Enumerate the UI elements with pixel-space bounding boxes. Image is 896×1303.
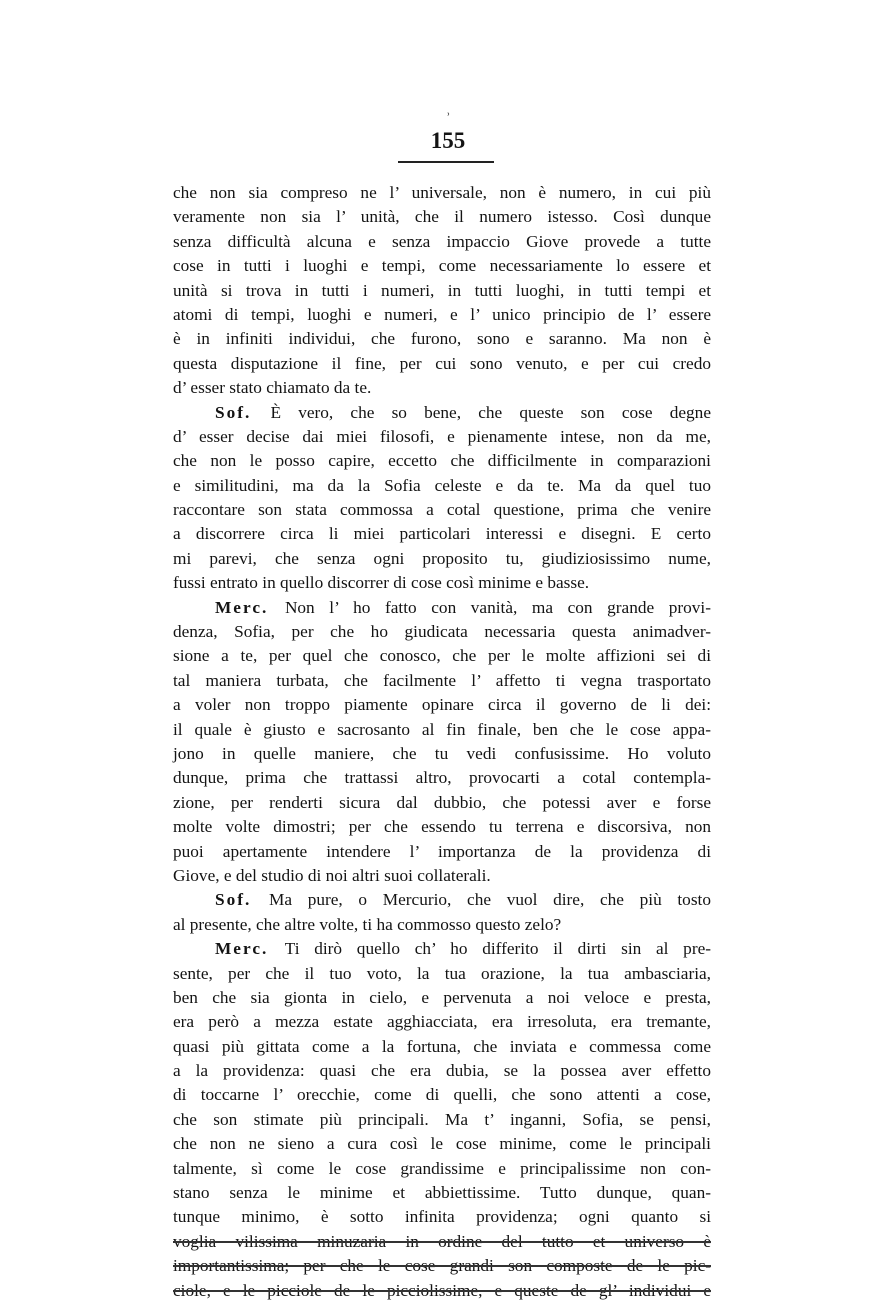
line-text: raccontare son stata commossa a cotal questione, prima che venire — [173, 500, 711, 520]
line-text: zione, per renderti sicura dal dubbio, che potessi aver e forse — [173, 792, 711, 812]
line-text: molte volte dimostri; per che essendo tu terrena e discorsiva, non — [173, 817, 711, 837]
speech-line — [173, 596, 711, 620]
text-line — [173, 327, 711, 351]
text-line — [173, 1279, 711, 1303]
line-text: dunque, prima che trattassi altro, provocarti a cotal contempla- — [173, 768, 711, 788]
line-text: stano senza le minime et abbiettissime. Tutto dunque, quan- — [173, 1183, 711, 1203]
speaker-label: Sof. — [215, 402, 252, 422]
line-text: che son stimate più principali. Ma t’ inganni, Sofia, se pensi, — [173, 1109, 711, 1129]
text-line — [173, 254, 711, 278]
text-line — [173, 620, 711, 644]
text-line — [173, 376, 711, 400]
text-line — [173, 962, 711, 986]
text-line — [173, 1181, 711, 1205]
line-text: che non ne sieno a cura così le cose minime, come le principali — [173, 1134, 711, 1154]
text-line — [173, 230, 711, 254]
line-text: Giove, e del studio di noi altri suoi collaterali. — [173, 865, 491, 885]
line-text: È vero, che so bene, che queste son cose degne — [270, 402, 711, 422]
line-text: sente, per che il tuo voto, la tua orazione, la tua ambasciaria, — [173, 963, 711, 983]
text-line — [173, 279, 711, 303]
text-line — [173, 669, 711, 693]
body-text — [173, 181, 711, 1303]
speech-line — [173, 401, 711, 425]
line-text: che non le posso capire, eccetto che difficilmente in comparazioni — [173, 451, 711, 471]
text-line — [173, 1108, 711, 1132]
line-text: a discorrere circa li miei particolari interessi e disegni. E certo — [173, 524, 711, 544]
text-line — [173, 449, 711, 473]
text-line — [173, 1132, 711, 1156]
line-text: Non l’ ho fatto con vanità, ma con grande provi- — [284, 597, 711, 617]
line-text: al presente, che altre volte, ti ha commosso questo zelo? — [173, 914, 562, 934]
line-text: puoi apertamente intendere l’ importanza de la providenza di — [173, 841, 711, 861]
text-line — [173, 718, 711, 742]
line-text: atomi di tempi, luoghi e numeri, e l’ unico principio de l’ essere — [173, 304, 711, 324]
text-line — [173, 205, 711, 229]
text-line — [173, 1230, 711, 1254]
text-line — [173, 815, 711, 839]
text-line — [173, 1254, 711, 1278]
speech-line — [173, 888, 711, 912]
line-text: jono in quelle maniere, che tu vedi confusissime. Ho voluto — [173, 743, 711, 763]
text-line — [173, 840, 711, 864]
line-text: di toccarne l’ orecchie, come di quelli, che sono attenti a cose, — [173, 1085, 711, 1105]
line-text: era però a mezza estate agghiacciata, era irresoluta, era tremante, — [173, 1012, 711, 1032]
line-text: a la providenza: quasi che era dubia, se la possea aver effetto — [173, 1061, 711, 1081]
line-text: ben che sia gionta in cielo, e pervenuta a noi veloce e presta, — [173, 987, 711, 1007]
text-line — [173, 864, 711, 888]
text-line — [173, 547, 711, 571]
line-text: d’ esser decise dai miei filosofi, e pienamente intese, non da me, — [173, 426, 711, 446]
line-text: senza difficultà alcuna e senza impaccio Giove provede a tutte — [173, 231, 711, 251]
speaker-label: Sof. — [215, 890, 252, 910]
line-text: mi parevi, che senza ogni proposito tu, giudiziosissimo nume, — [173, 548, 711, 568]
header-rule — [398, 161, 494, 163]
text-line — [173, 1010, 711, 1034]
text-line — [173, 766, 711, 790]
line-text: sione a te, per quel che conosco, che per le molte affizioni sei di — [173, 646, 711, 666]
line-text: questa disputazione il fine, per cui sono venuto, e per cui credo — [173, 353, 711, 373]
text-line — [173, 498, 711, 522]
line-text: a voler non troppo piamente opinare circa il governo de li dei: — [173, 695, 711, 715]
text-line — [173, 571, 711, 595]
text-line — [173, 742, 711, 766]
line-text: è in infiniti individui, che furono, sono e saranno. Ma non è — [173, 329, 711, 349]
text-line — [173, 352, 711, 376]
line-text: talmente, sì come le cose grandissime e principalissime non con- — [173, 1158, 711, 1178]
speaker-label: Merc. — [215, 597, 269, 617]
text-line — [173, 474, 711, 498]
text-line — [173, 181, 711, 205]
line-text: importantissima; per che le cose grandi son composte de le pic- — [173, 1256, 711, 1276]
line-text: il quale è giusto e sacrosanto al fin finale, ben che le cose appa- — [173, 719, 711, 739]
text-line — [173, 693, 711, 717]
line-text: cose in tutti i luoghi e tempi, come necessariamente lo essere et — [173, 256, 711, 276]
text-line — [173, 1083, 711, 1107]
line-text: Ma pure, o Mercurio, che vuol dire, che più tosto — [269, 890, 711, 910]
line-text: tunque minimo, è sotto infinita providenza; ogni quanto si — [173, 1207, 711, 1227]
text-line — [173, 1157, 711, 1181]
line-text: veramente non sia l’ unità, che il numero istesso. Così dunque — [173, 207, 711, 227]
text-line — [173, 986, 711, 1010]
line-text: fussi entrato in quello discorrer di cose così minime e basse. — [173, 573, 590, 593]
speaker-label: Merc. — [215, 939, 269, 959]
line-text: unità si trova in tutti i numeri, in tutti luoghi, in tutti tempi et — [173, 280, 711, 300]
text-line — [173, 522, 711, 546]
line-text: quasi più gittata come a la fortuna, che inviata e commessa come — [173, 1036, 711, 1056]
line-text: Ti dirò quello ch’ ho differito il dirti sin al pre- — [284, 939, 712, 959]
line-text: tal maniera turbata, che facilmente l’ affetto ti vegna trasportato — [173, 670, 711, 690]
text-line — [173, 1035, 711, 1059]
text-line — [173, 425, 711, 449]
text-line — [173, 644, 711, 668]
line-text: e similitudini, ma da la Sofia celeste e da te. Ma da quel tuo — [173, 475, 711, 495]
print-speck: ʾ — [447, 111, 451, 124]
text-line — [173, 1205, 711, 1229]
line-text: voglia vilissima minuzaria in ordine del tutto et universo è — [173, 1231, 711, 1251]
text-line — [173, 1059, 711, 1083]
line-text: denza, Sofia, per che ho giudicata necessaria questa animadver- — [173, 622, 711, 642]
line-text: d’ esser stato chiamato da te. — [173, 378, 372, 398]
text-line — [173, 791, 711, 815]
line-text: che non sia compreso ne l’ universale, non è numero, in cui più — [173, 183, 711, 202]
page-number: 155 — [430, 128, 466, 153]
speech-line — [173, 937, 711, 961]
text-line — [173, 303, 711, 327]
text-line — [173, 913, 711, 937]
line-text: ciole, e le picciole de le picciolissime, e queste de gl’ individui e — [173, 1280, 711, 1300]
